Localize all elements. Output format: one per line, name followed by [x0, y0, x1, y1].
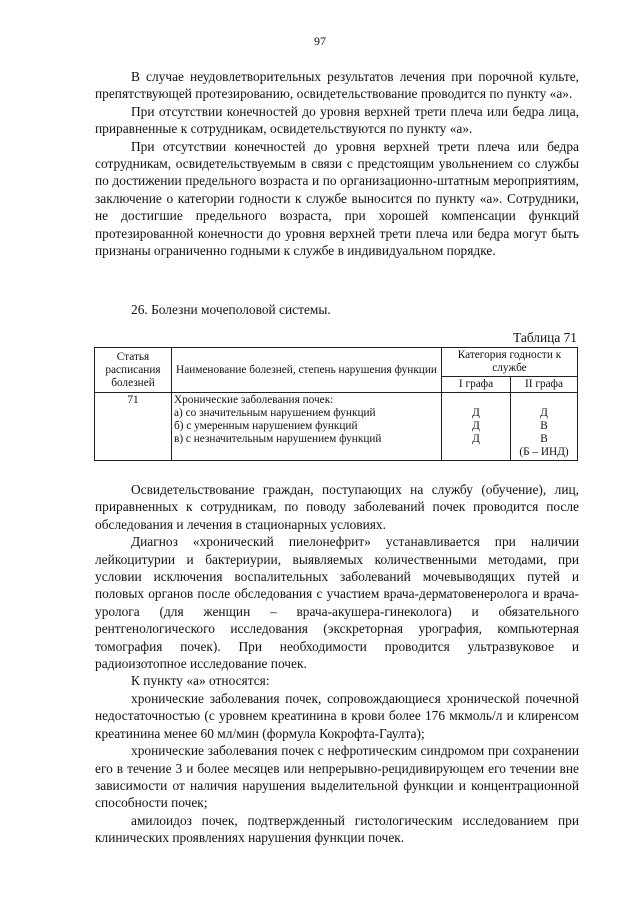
table-caption: Таблица 71	[513, 330, 577, 345]
paragraph: амилоидоз почек, подтвержденный гистологическим исследованием при клинических проявлениях нарушения функции почек.	[95, 812, 579, 846]
section-heading: 26. Болезни мочеполовой системы.	[131, 302, 331, 317]
row-title: Хронические заболевания почек:	[174, 394, 334, 406]
cell-col2	[511, 393, 578, 461]
grade-value: Д	[472, 433, 480, 445]
header-article: Статья расписания болезней	[95, 348, 172, 393]
paragraph: К пункту «а» относятся:	[131, 673, 270, 689]
grade-value: Д	[472, 420, 480, 432]
grade-value: В	[540, 433, 548, 445]
paragraph: При отсутствии конечностей до уровня верхней трети плеча или бедра сотрудникам, освидетельствуемым в связи с предстоящим увольнением со службы по достижении предельного возраста и по организационно-штатным мероприятиям, заключение о категории годности к службе выносится по пункту «а». Сотрудники, не достигшие предельного возраста, при хорошей компенсации функций протезированной конечности до уровня верхней трети плеча или бедра могут быть признаны ограниченно годными к службе в индивидуальном порядке.	[95, 138, 579, 259]
paragraph: В случае неудовлетворительных результатов лечения при порочной культе, препятствующей протезированию, освидетельствование проводится по пункту «а».	[95, 69, 579, 102]
grade-value: Д	[472, 407, 480, 419]
paragraph: Освидетельствование граждан, поступающих на службу (обучение), лиц, приравненных к сотрудникам, по поводу заболеваний почек проводится после обследования и лечения в стационарных условиях.	[95, 482, 579, 532]
table-header-row	[95, 348, 578, 377]
paragraph: хронические заболевания почек, сопровождающиеся хронической почечной недостаточностью (с уровнем креатинина в крови более 176 мкмоль/л и клиренсом креатинина менее 60 мл/мин (формула Кокрофта-Гаулта);	[95, 690, 579, 741]
header-category: Категория годности к службе	[442, 348, 578, 377]
header-col1: I графа	[442, 377, 511, 393]
cell-article: 71	[95, 393, 172, 461]
paragraph: При отсутствии конечностей до уровня верхней трети плеча или бедра лица, приравненные к сотрудникам, освидетельствуются по пункту «а».	[95, 103, 579, 137]
grade-value: Д	[540, 407, 548, 419]
row-item: а) со значительным нарушением функций	[174, 407, 376, 419]
cell-col1	[442, 393, 511, 461]
intro-text	[95, 68, 579, 259]
page-number: 97	[314, 34, 326, 48]
row-item: б) с умеренным нарушением функций	[174, 420, 358, 432]
disease-table	[94, 347, 578, 461]
header-col2: II графа	[511, 377, 578, 393]
grade-note: (Б – ИНД)	[519, 446, 569, 458]
paragraph: Диагноз «хронический пиелонефрит» устанавливается при наличии лейкоцитурии и бактериурии, выявляемых количественными методами, при условии исключения воспалительных заболеваний мочевыводящих путей и половых органов после обследования с участием врача-дерматовенеролога и врача-уролога (для женщин – врача-акушера-гинеколога) и обязательного рентгенологического исследования (экскреторная урография, компьютерная томография почек). При необходимости проводится ультразвуковое и радиоизотопное исследование почек.	[95, 534, 579, 672]
cell-name	[172, 393, 442, 461]
table-row	[95, 393, 578, 461]
grade-value: В	[540, 420, 548, 432]
paragraph: хронические заболевания почек с нефротическим синдромом при сохранении его в течение 3 и более месяцев или непрерывно-рецидивирующем его течении вне зависимости от наличия нарушения выделительной функции и концентрационной способности почек;	[95, 743, 579, 811]
header-name: Наименование болезней, степень нарушения функции	[172, 348, 442, 393]
body-text	[95, 481, 579, 847]
row-item: в) с незначительным нарушением функций	[174, 433, 382, 445]
